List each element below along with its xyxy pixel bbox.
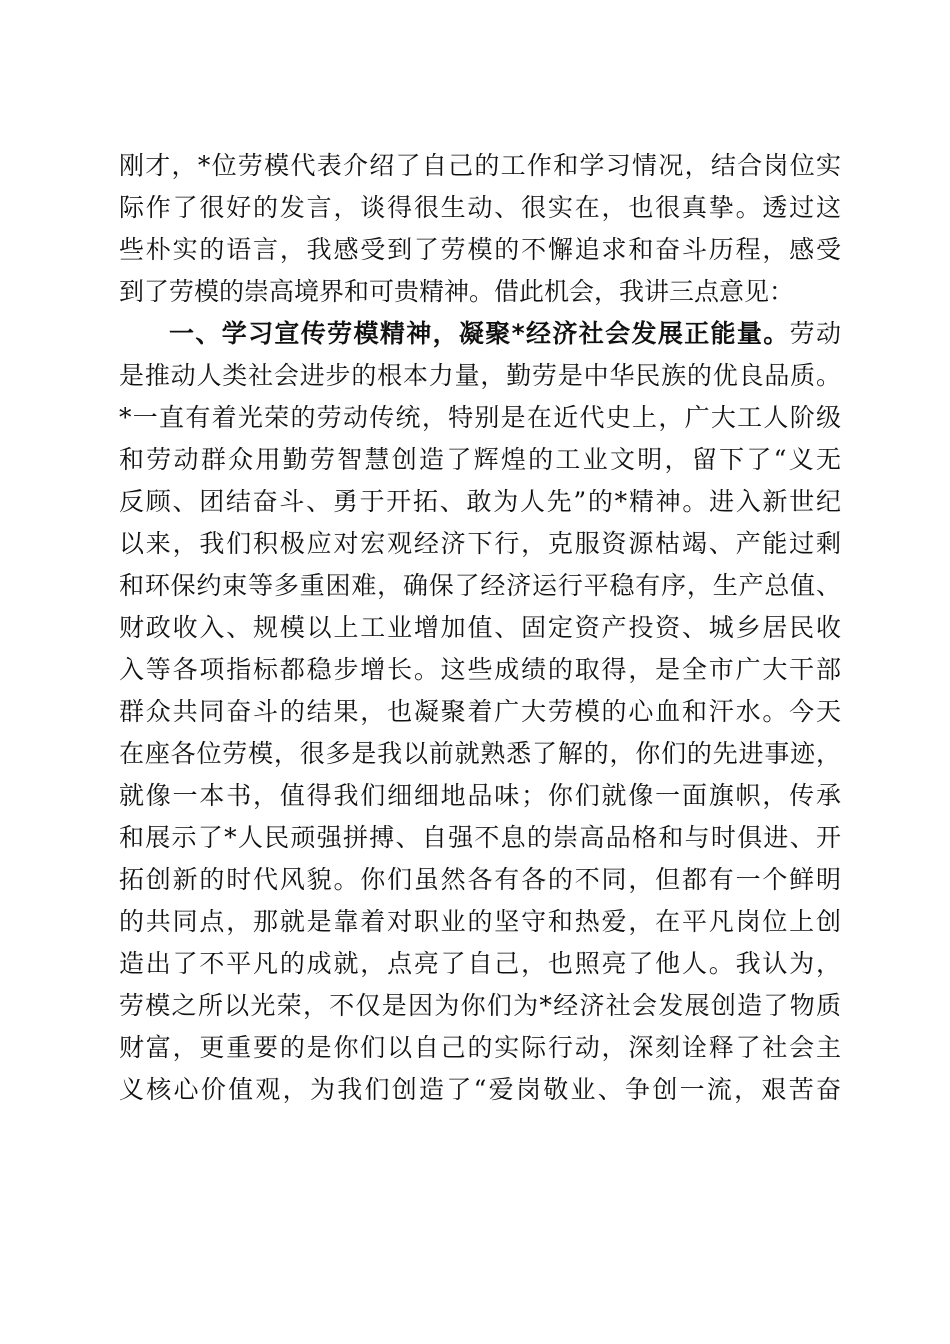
text-line: 造出了不平凡的成就，点亮了自己，也照亮了他人。我认为， (119, 949, 841, 978)
section-heading-line (119, 313, 841, 355)
intro-paragraph (119, 145, 841, 313)
text-line: 财富，更重要的是你们以自己的实际行动，深刻诠释了社会主 (119, 1033, 841, 1062)
text-line: 些朴实的语言，我感受到了劳模的不懈追求和奋斗历程，感受 (119, 235, 841, 264)
text-line: 和环保约束等多重困难，确保了经济运行平稳有序，生产总值、 (119, 571, 841, 600)
text-line: 入等各项指标都稳步增长。这些成绩的取得，是全市广大干部 (119, 655, 841, 684)
text-line: 劳模之所以光荣，不仅是因为你们为*经济社会发展创造了物质 (119, 991, 841, 1020)
text-line: 刚才，*位劳模代表介绍了自己的工作和学习情况，结合岗位实 (119, 151, 841, 180)
text-line: 义核心价值观，为我们创造了“爱岗敬业、争创一流，艰苦奋 (119, 1075, 841, 1104)
text-line: 群众共同奋斗的结果，也凝聚着广大劳模的心血和汗水。今天 (119, 697, 841, 726)
text-line: *一直有着光荣的劳动传统，特别是在近代史上，广大工人阶级 (119, 403, 841, 432)
text-line: 在座各位劳模，很多是我以前就熟悉了解的，你们的先进事迹， (119, 739, 841, 768)
text-line: 拓创新的时代风貌。你们虽然各有各的不同，但都有一个鲜明 (119, 865, 841, 894)
text-line: 和劳动群众用勤劳智慧创造了辉煌的工业文明，留下了“义无 (119, 445, 841, 474)
text-line: 到了劳模的崇高境界和可贵精神。借此机会，我讲三点意见： (119, 277, 795, 306)
text-line: 就像一本书，值得我们细细地品味；你们就像一面旗帜，传承 (119, 781, 841, 810)
text-line: 反顾、团结奋斗、勇于开拓、敢为人先”的*精神。进入新世纪 (119, 487, 841, 516)
section-heading-tail: 劳动 (789, 319, 841, 348)
text-line: 是推动人类社会进步的根本力量，勤劳是中华民族的优良品质。 (119, 361, 841, 390)
section-heading: 一、学习宣传劳模精神，凝聚*经济社会发展正能量。 (169, 319, 790, 348)
text-line: 以来，我们积极应对宏观经济下行，克服资源枯竭、产能过剩 (119, 529, 841, 558)
text-line: 的共同点，那就是靠着对职业的坚守和热爱，在平凡岗位上创 (119, 907, 841, 936)
text-line: 财政收入、规模以上工业增加值、固定资产投资、城乡居民收 (119, 613, 841, 642)
section-1-paragraph (119, 313, 841, 1111)
text-line: 和展示了*人民顽强拼搏、自强不息的崇高品格和与时俱进、开 (119, 823, 841, 852)
text-line: 际作了很好的发言，谈得很生动、很实在，也很真挚。透过这 (119, 193, 841, 222)
document-body (119, 145, 841, 1111)
